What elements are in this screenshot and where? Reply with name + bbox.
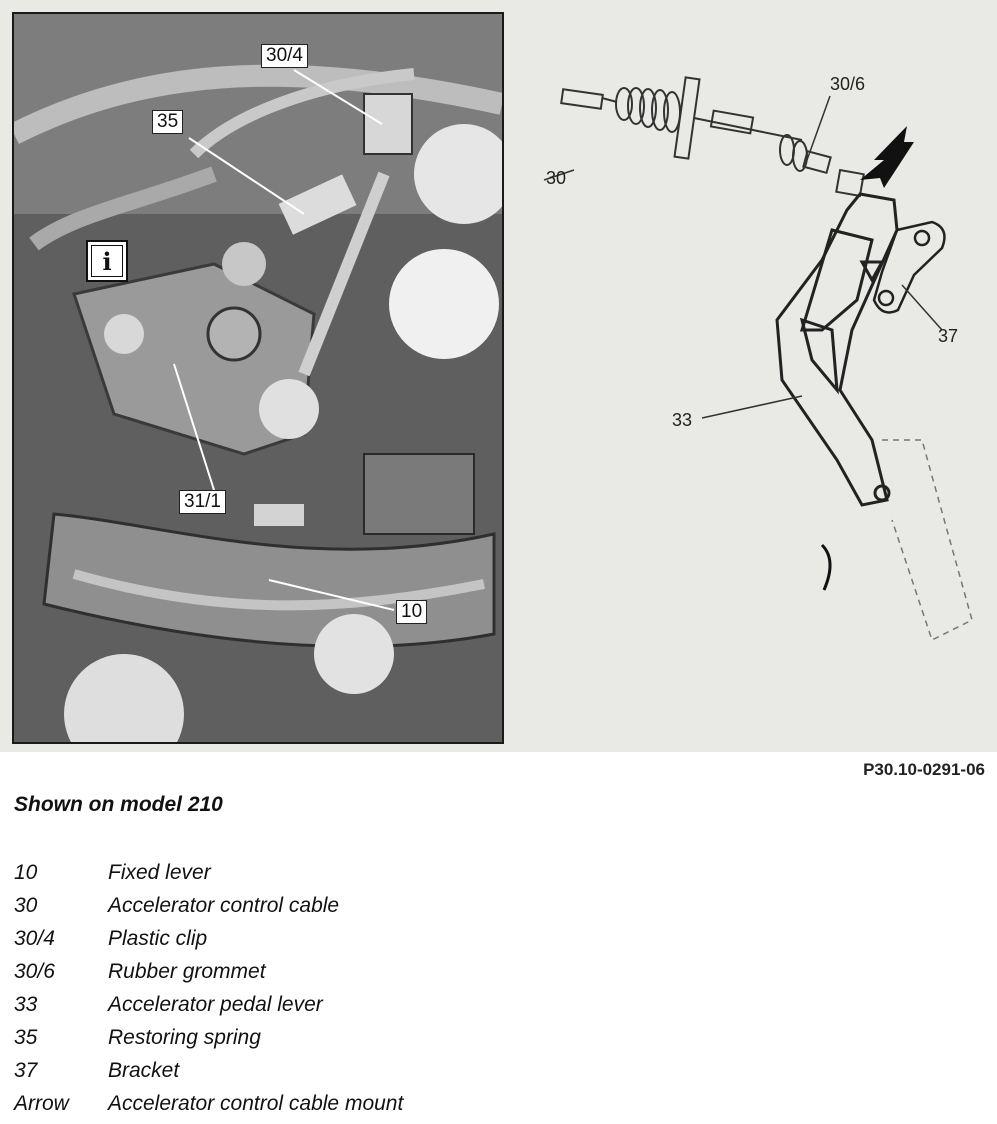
legend — [14, 856, 403, 1120]
legend-key: 30 — [14, 893, 38, 917]
legend-row — [14, 1021, 403, 1054]
label-37: 37 — [938, 326, 959, 346]
legend-key: 10 — [14, 860, 38, 884]
pedal-drawing — [502, 0, 997, 752]
legend-label: Restoring spring — [108, 1025, 261, 1049]
legend-key: 37 — [14, 1058, 38, 1082]
engine-photo-illustration — [14, 14, 502, 742]
label-30: 30 — [546, 168, 567, 188]
legend-key: 30/6 — [14, 959, 55, 983]
legend-row — [14, 1054, 403, 1087]
legend-label: Accelerator pedal lever — [108, 992, 323, 1016]
label-30-6: 30/6 — [830, 74, 866, 94]
legend-label: Accelerator control cable — [108, 893, 340, 917]
legend-key: 35 — [14, 1025, 38, 1049]
figure-caption: Shown on model 210 — [14, 793, 223, 816]
legend-key: 30/4 — [14, 926, 55, 950]
legend-key: 33 — [14, 992, 38, 1016]
legend-row — [14, 955, 403, 988]
callout-10: 10 — [396, 600, 427, 624]
callout-35: 35 — [152, 110, 183, 134]
pedal-line-drawing — [502, 0, 997, 752]
engine-photo — [12, 12, 504, 744]
legend-row — [14, 988, 403, 1021]
legend-key: Arrow — [14, 1091, 69, 1115]
label-33: 33 — [672, 410, 693, 430]
legend-row — [14, 889, 403, 922]
figure-id: P30.10-0291-06 — [863, 760, 985, 779]
info-icon: i — [91, 245, 123, 277]
legend-label: Bracket — [108, 1058, 180, 1082]
info-badge — [86, 240, 128, 282]
legend-label: Accelerator control cable mount — [108, 1091, 404, 1115]
callout-30-4: 30/4 — [261, 44, 308, 68]
legend-label: Rubber grommet — [108, 959, 266, 983]
legend-label: Plastic clip — [108, 926, 208, 950]
callout-31-1: 31/1 — [179, 490, 226, 514]
legend-row — [14, 922, 403, 955]
legend-row — [14, 1087, 403, 1120]
legend-label: Fixed lever — [108, 860, 211, 884]
legend-row — [14, 856, 403, 889]
